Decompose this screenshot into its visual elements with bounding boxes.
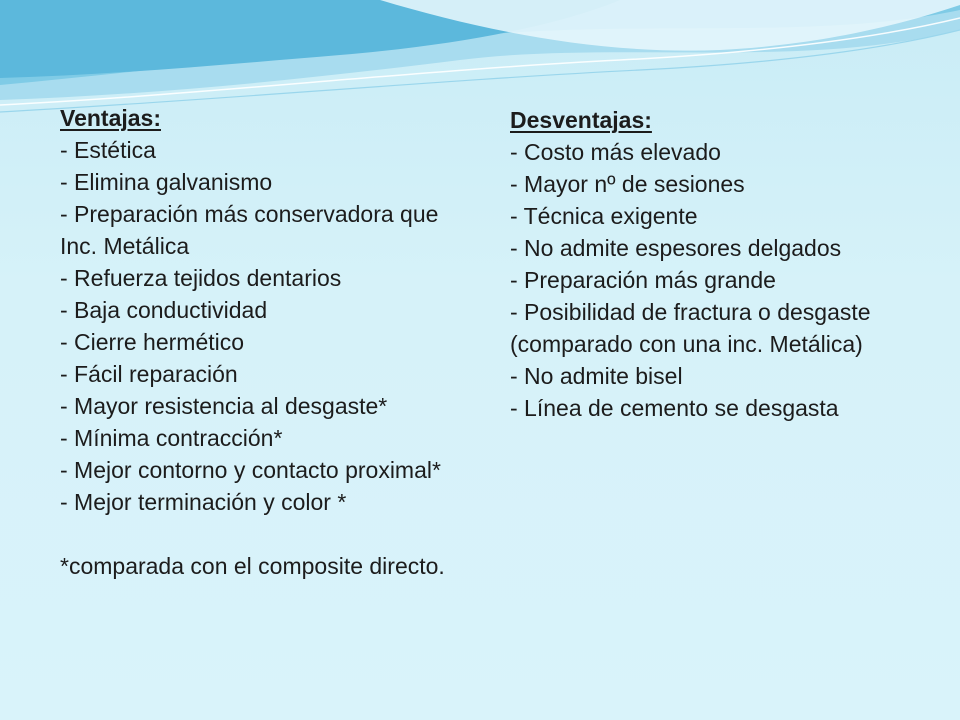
ventajas-item: - Cierre hermético: [60, 329, 245, 355]
ventajas-item: - Fácil reparación: [60, 361, 238, 387]
ventajas-heading: Ventajas:: [60, 105, 161, 131]
ventajas-item: - Estética: [60, 137, 156, 163]
desventajas-item: - Mayor nº de sesiones: [510, 171, 745, 197]
ventajas-item: - Mínima contracción*: [60, 425, 283, 451]
desventajas-item: - Línea de cemento se desgasta: [510, 395, 839, 421]
ventajas-item: - Mejor contorno y contacto proximal*: [60, 457, 441, 483]
desventajas-heading: Desventajas:: [510, 107, 652, 133]
desventajas-item: - Preparación más grande: [510, 267, 776, 293]
ventajas-item: - Elimina galvanismo: [60, 169, 273, 195]
desventajas-item: - Técnica exigente: [510, 203, 698, 229]
ventajas-item: - Refuerza tejidos dentarios: [60, 265, 342, 291]
desventajas-item: - No admite espesores delgados: [510, 235, 842, 261]
ventajas-item: - Preparación más conservadora que Inc. Metálica: [60, 201, 439, 259]
ventajas-spacer: [60, 518, 480, 550]
ventajas-item: - Mejor terminación y color *: [60, 489, 347, 515]
desventajas-item: - Costo más elevado: [510, 139, 721, 165]
desventajas-column: [510, 104, 930, 424]
ventajas-item: - Baja conductividad: [60, 297, 268, 323]
ventajas-item: - Mayor resistencia al desgaste*: [60, 393, 388, 419]
ventajas-column: [60, 102, 480, 582]
ventajas-footnote: *comparada con el composite directo.: [60, 553, 445, 579]
desventajas-item: - No admite bisel: [510, 363, 683, 389]
desventajas-item: - Posibilidad de fractura o desgaste (comparado con una inc. Metálica): [510, 299, 871, 357]
